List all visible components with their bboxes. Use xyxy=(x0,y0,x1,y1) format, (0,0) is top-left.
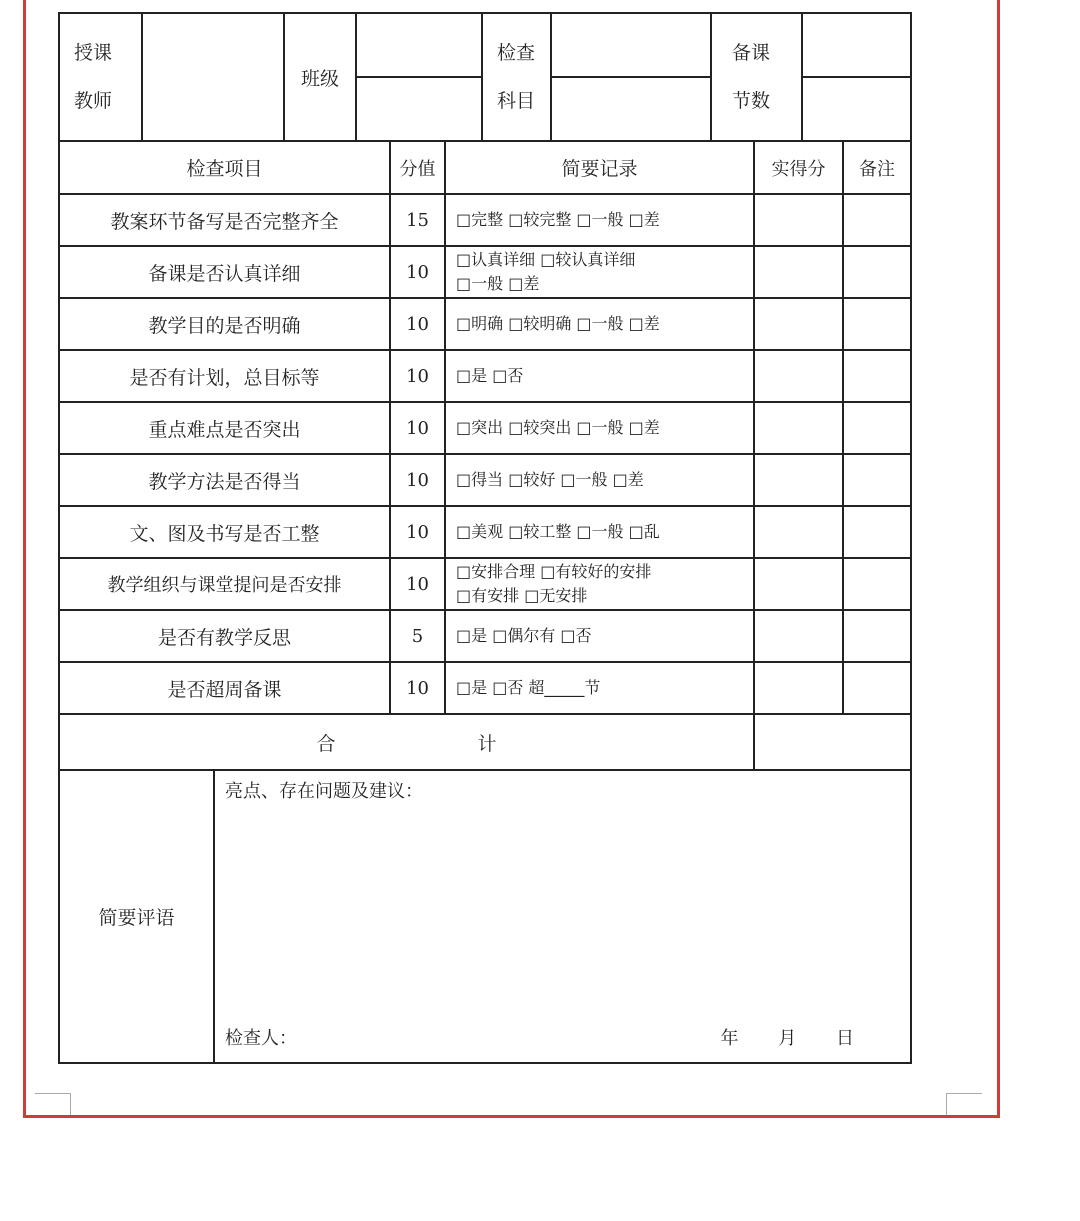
item-text: 备课是否认真详细 xyxy=(59,246,390,298)
item-record[interactable] xyxy=(445,350,754,402)
total-char-2: 计 xyxy=(477,732,497,755)
item-score: 5 xyxy=(390,610,445,662)
item-note[interactable] xyxy=(843,558,911,610)
column-header-actual: 实得分 xyxy=(754,141,843,194)
item-actual[interactable] xyxy=(754,350,843,402)
record-line-1: □认真详细 □较认真详细 xyxy=(456,250,636,269)
subject-label-line-2: 科目 xyxy=(497,90,536,112)
item-text: 教学组织与课堂提问是否安排 xyxy=(59,558,390,610)
item-text: 文、图及书写是否工整 xyxy=(59,506,390,558)
comments-box[interactable] xyxy=(214,770,911,1063)
item-note[interactable] xyxy=(843,662,911,714)
item-record[interactable] xyxy=(445,298,754,350)
date-labels xyxy=(687,1024,854,1050)
item-actual[interactable] xyxy=(754,298,843,350)
item-note[interactable] xyxy=(843,194,911,246)
comments-label: 简要评语 xyxy=(59,770,214,1063)
item-actual[interactable] xyxy=(754,402,843,454)
item-score: 15 xyxy=(390,194,445,246)
record-line-1: □是 □偶尔有 □否 xyxy=(456,626,592,645)
check-table xyxy=(58,140,912,1064)
item-record[interactable] xyxy=(445,402,754,454)
teacher-value[interactable] xyxy=(142,13,284,141)
item-note[interactable] xyxy=(843,246,911,298)
item-actual[interactable] xyxy=(754,194,843,246)
record-line-1: □是 □否 超_____节 xyxy=(456,678,601,697)
column-header-item: 检查项目 xyxy=(59,141,390,194)
item-note[interactable] xyxy=(843,506,911,558)
item-score: 10 xyxy=(390,454,445,506)
item-actual[interactable] xyxy=(754,246,843,298)
column-header-record: 简要记录 xyxy=(445,141,754,194)
table-row xyxy=(59,610,911,662)
item-score: 10 xyxy=(390,402,445,454)
record-line-1: □得当 □较好 □一般 □差 xyxy=(456,470,644,489)
record-line-1: □明确 □较明确 □一般 □差 xyxy=(456,314,660,333)
subject-label xyxy=(482,13,551,141)
total-value[interactable] xyxy=(754,714,911,770)
day-label: 日 xyxy=(836,1028,855,1049)
table-row xyxy=(59,558,911,610)
header-table xyxy=(58,12,912,142)
table-row xyxy=(59,246,911,298)
comments-row xyxy=(59,770,911,1063)
item-text: 教学方法是否得当 xyxy=(59,454,390,506)
item-actual[interactable] xyxy=(754,558,843,610)
lessons-value-1[interactable] xyxy=(802,13,911,77)
year-label: 年 xyxy=(720,1028,739,1049)
table-row xyxy=(59,402,911,454)
item-record[interactable] xyxy=(445,558,754,610)
item-record[interactable] xyxy=(445,506,754,558)
total-label xyxy=(59,714,754,770)
column-header-note: 备注 xyxy=(843,141,911,194)
item-score: 10 xyxy=(390,506,445,558)
item-text: 是否有教学反思 xyxy=(59,610,390,662)
crop-mark-right xyxy=(946,1093,982,1115)
item-note[interactable] xyxy=(843,350,911,402)
item-text: 教学目的是否明确 xyxy=(59,298,390,350)
item-actual[interactable] xyxy=(754,662,843,714)
item-score: 10 xyxy=(390,350,445,402)
table-row xyxy=(59,506,911,558)
crop-mark-left xyxy=(35,1093,71,1115)
item-record[interactable] xyxy=(445,454,754,506)
total-char-1: 合 xyxy=(316,732,336,755)
teacher-label-line-1: 授课 xyxy=(74,42,113,64)
record-line-2: □有安排 □无安排 xyxy=(456,586,588,605)
record-line-1: □完整 □较完整 □一般 □差 xyxy=(456,210,660,229)
table-row xyxy=(59,350,911,402)
item-score: 10 xyxy=(390,558,445,610)
teacher-label xyxy=(59,13,142,141)
item-note[interactable] xyxy=(843,454,911,506)
teacher-label-line-2: 教师 xyxy=(74,90,113,112)
item-record[interactable] xyxy=(445,662,754,714)
table-row xyxy=(59,194,911,246)
item-note[interactable] xyxy=(843,298,911,350)
item-score: 10 xyxy=(390,298,445,350)
item-record[interactable] xyxy=(445,246,754,298)
item-score: 10 xyxy=(390,246,445,298)
class-value-2[interactable] xyxy=(356,77,482,141)
column-header-score: 分值 xyxy=(390,141,445,194)
total-row xyxy=(59,714,911,770)
subject-value-1[interactable] xyxy=(551,13,711,77)
record-line-2: □一般 □差 xyxy=(456,274,540,293)
item-note[interactable] xyxy=(843,610,911,662)
item-text: 是否超周备课 xyxy=(59,662,390,714)
inspector-label: 检查人： xyxy=(225,1028,297,1049)
table-row xyxy=(59,662,911,714)
item-text: 重点难点是否突出 xyxy=(59,402,390,454)
item-actual[interactable] xyxy=(754,454,843,506)
record-line-1: □安排合理 □有较好的安排 xyxy=(456,562,652,581)
subject-label-line-1: 检查 xyxy=(497,42,536,64)
record-line-1: □美观 □较工整 □一般 □乱 xyxy=(456,522,660,541)
subject-value-2[interactable] xyxy=(551,77,711,141)
lessons-value-2[interactable] xyxy=(802,77,911,141)
record-line-1: □是 □否 xyxy=(456,366,524,385)
item-text: 是否有计划，总目标等 xyxy=(59,350,390,402)
item-note[interactable] xyxy=(843,402,911,454)
class-label: 班级 xyxy=(284,13,356,141)
lessons-label-line-1: 备课 xyxy=(732,42,771,64)
table-row xyxy=(59,454,911,506)
item-record[interactable] xyxy=(445,610,754,662)
comments-title: 亮点、存在问题及建议： xyxy=(225,781,423,802)
item-text: 教案环节备写是否完整齐全 xyxy=(59,194,390,246)
record-line-1: □突出 □较突出 □一般 □差 xyxy=(456,418,660,437)
lessons-label-line-2: 节数 xyxy=(732,90,771,112)
month-label: 月 xyxy=(778,1028,797,1049)
item-record[interactable] xyxy=(445,194,754,246)
table-row xyxy=(59,298,911,350)
item-actual[interactable] xyxy=(754,610,843,662)
class-value-1[interactable] xyxy=(356,13,482,77)
item-actual[interactable] xyxy=(754,506,843,558)
item-score: 10 xyxy=(390,662,445,714)
lessons-label xyxy=(711,13,802,141)
